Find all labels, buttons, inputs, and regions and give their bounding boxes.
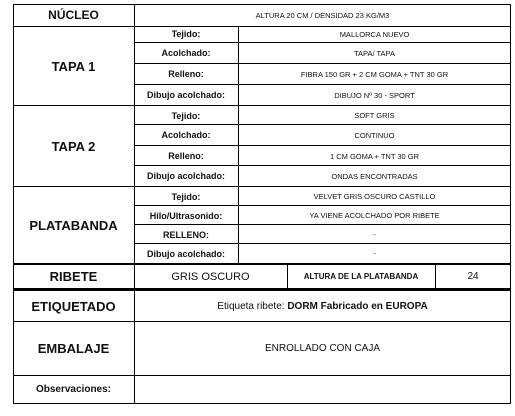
tapa1-tejido-value: MALLORCA NUEVO [339, 29, 410, 39]
etiquetado-title: ETIQUETADO [31, 298, 116, 314]
tapa2-relleno-value: 1 CM GOMA + TNT 30 GR [329, 151, 420, 161]
grid-line [134, 243, 511, 244]
platabanda-title: PLATABANDA [29, 217, 118, 233]
grid-line [13, 263, 511, 265]
grid-line [13, 26, 511, 27]
altura-platabanda-value: 24 [467, 271, 479, 282]
grid-line [134, 63, 511, 64]
tapa1-dibujo-label: Dibujo acolchado: [146, 90, 225, 100]
grid-line [134, 4, 135, 404]
observaciones-title: Observaciones: [35, 384, 112, 395]
platabanda-relleno-value: - [373, 230, 376, 239]
platabanda-hilo-value: YA VIENE ACOLCHADO POR RIBETE [309, 211, 440, 220]
tapa2-tejido-value: SOFT GRIS [354, 111, 395, 120]
platabanda-tejido-label: Tejido: [171, 191, 201, 202]
tapa2-dibujo-label: Dibujo acolchado: [146, 171, 225, 181]
grid-line [13, 375, 511, 376]
embalaje-title: EMBALAJE [37, 341, 110, 356]
nucleo-value: ALTURA 20 CM / DENSIDAD 23 KG/M3 [255, 10, 390, 20]
tapa1-acolchado-value: TAPA/ TAPA [354, 48, 395, 58]
grid-line [134, 124, 511, 125]
tapa2-dibujo-value: ONDAS ENCONTRADAS [331, 171, 418, 181]
tapa2-relleno-label: Relleno: [168, 151, 204, 161]
grid-line [13, 4, 511, 5]
platabanda-relleno-label: RELLENO: [163, 229, 209, 240]
observaciones-value [134, 376, 511, 403]
grid-line [134, 42, 511, 43]
tapa1-tejido-label: Tejido: [171, 29, 201, 39]
tapa1-dibujo-value: DIBUJO Nº 30 - SPORT [334, 90, 415, 100]
grid-line [134, 84, 511, 85]
grid-line [134, 145, 511, 146]
etiquetado-value [134, 291, 511, 321]
grid-line [13, 321, 511, 322]
grid-line [13, 4, 14, 404]
grid-line [238, 26, 239, 264]
spec-sheet-table [13, 0, 511, 404]
etiquetado-bold: DORM Fabricado en EUROPA [287, 300, 428, 312]
altura-platabanda-label: ALTURA DE LA PLATABANDA [303, 272, 419, 281]
grid-line [13, 403, 511, 404]
tapa1-relleno-label: Relleno: [168, 69, 204, 79]
tapa2-acolchado-value: CONTINUO [354, 130, 395, 140]
grid-line [13, 105, 511, 106]
grid-line [13, 288, 511, 291]
grid-line [134, 165, 511, 166]
platabanda-hilo-label: Hilo/Ultrasonido: [149, 210, 223, 221]
tapa1-acolchado-label: Acolchado: [161, 48, 211, 58]
tapa2-tejido-label: Tejido: [171, 110, 201, 121]
platabanda-tejido-value: VELVET GRIS OSCURO CASTILLO [313, 192, 436, 201]
grid-line [13, 186, 511, 187]
tapa1-relleno-value: FIBRA 150 GR + 2 CM GOMA + TNT 30 GR [300, 69, 449, 79]
platabanda-dibujo-label: Dibujo acolchado: [146, 248, 225, 259]
ribete-value: GRIS OSCURO [171, 270, 250, 283]
grid-line [134, 224, 511, 225]
tapa2-title: TAPA 2 [51, 139, 96, 154]
nucleo-title: NÚCLEO [48, 8, 99, 22]
ribete-title: RIBETE [49, 269, 98, 284]
grid-line [134, 205, 511, 206]
tapa2-acolchado-label: Acolchado: [161, 130, 211, 140]
grid-line [287, 265, 288, 289]
tapa1-title: TAPA 1 [51, 58, 96, 74]
grid-line [510, 4, 511, 404]
grid-line [435, 265, 436, 289]
embalaje-value: ENROLLADO CON CAJA [264, 343, 381, 354]
etiquetado-prefix: Etiqueta ribete: [217, 300, 288, 312]
platabanda-dibujo-value: - [373, 249, 376, 258]
